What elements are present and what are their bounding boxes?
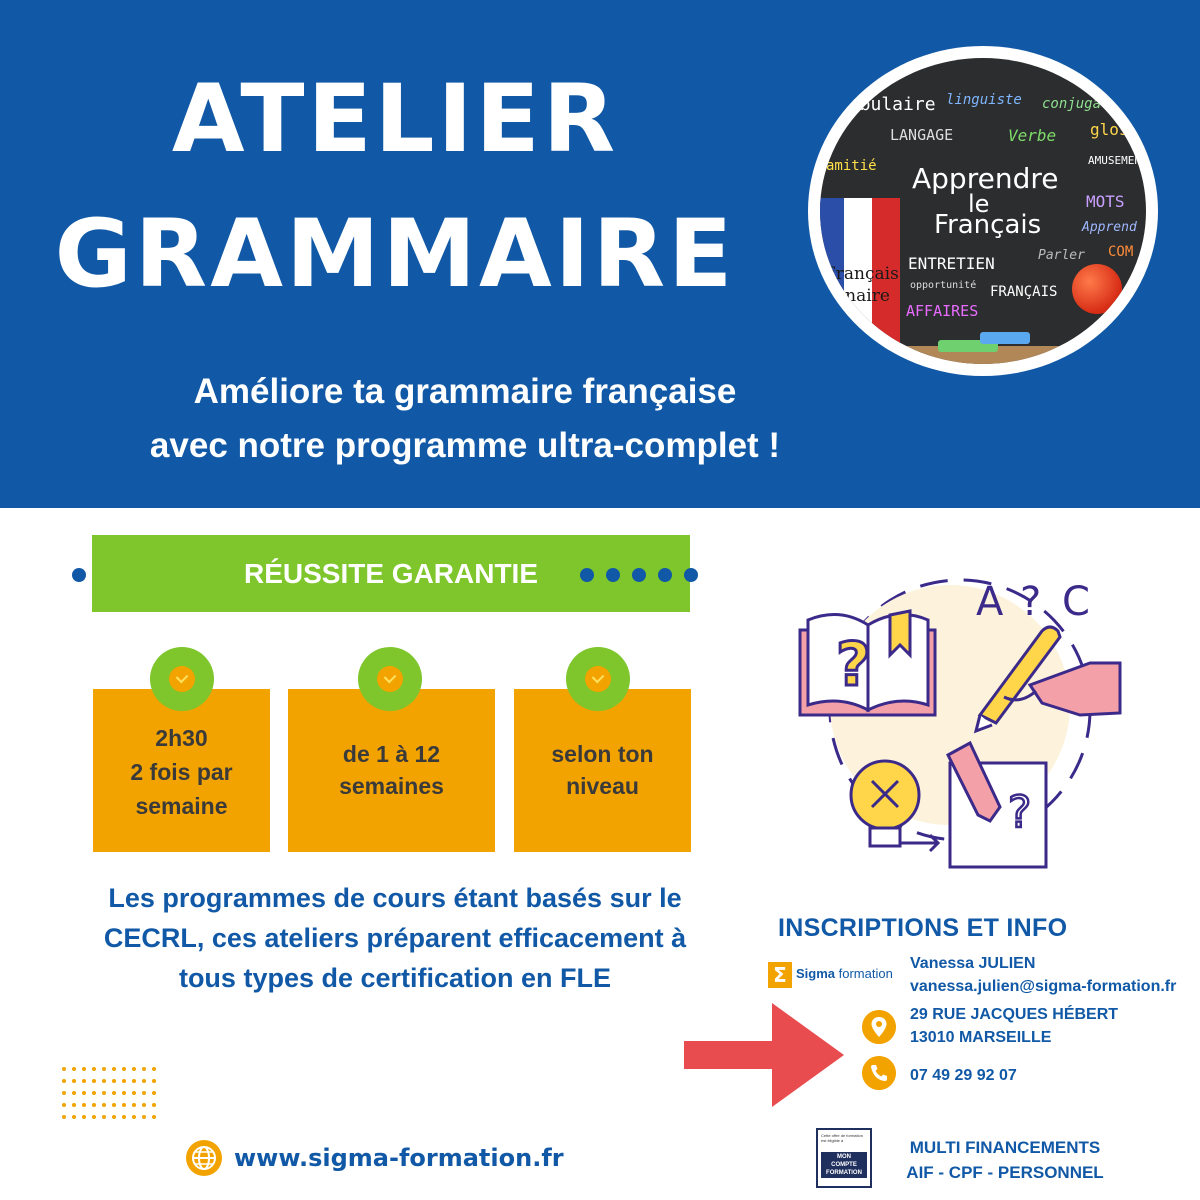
board-word: Apprendre — [912, 162, 1059, 195]
board-word: Verbe — [1008, 126, 1057, 145]
subtitle-line-1: Améliore ta grammaire française — [193, 372, 737, 411]
apple — [1072, 264, 1122, 314]
description-line: Les programmes de cours étant basés sur le — [108, 883, 682, 913]
title-line-2: GRAMMAIRE — [54, 200, 736, 309]
right-arrow-icon — [684, 1003, 844, 1107]
board-word: amitié — [826, 158, 877, 174]
sigma-logo-mark: Σ — [768, 962, 792, 988]
board-word: glos — [1090, 120, 1129, 139]
website-link[interactable]: www.sigma-formation.fr — [234, 1144, 564, 1172]
board-word: AFFAIRES — [906, 302, 979, 320]
decorative-dot-grid — [60, 1065, 160, 1125]
info-box-line: niveau — [566, 773, 639, 799]
board-word: cabulaire — [838, 94, 936, 115]
svg-text:?: ? — [1008, 787, 1032, 838]
info-box-line: semaine — [135, 793, 228, 819]
svg-text:C: C — [1062, 579, 1090, 625]
mcf-band-line: COMPTE — [831, 1162, 857, 1168]
mcf-eligibility-text: Cette offre de formation est éligible à — [821, 1133, 863, 1143]
success-tag-label: RÉUSSITE GARANTIE — [243, 558, 539, 589]
svg-text:?: ? — [1020, 579, 1042, 625]
sigma-logo-text — [796, 966, 893, 981]
title-line-1: ATELIER — [171, 65, 619, 174]
board-word: le — [968, 190, 990, 218]
board-word: COM — [1108, 244, 1134, 260]
book-cover-text — [824, 263, 899, 307]
phone-number[interactable]: 07 49 29 92 07 — [910, 1067, 1017, 1084]
description-line: CECRL, ces ateliers préparent efficacement à — [103, 923, 687, 953]
board-word: MOTS — [1086, 192, 1125, 211]
board-word: linguiste — [946, 92, 1022, 108]
dots-right — [580, 568, 710, 582]
programme-description — [40, 878, 750, 998]
info-box-weeks — [288, 689, 495, 852]
board-word: opportunité — [910, 280, 977, 291]
logo-suffix: formation — [838, 966, 893, 981]
contact-title: INSCRIPTIONS ET INFO — [778, 914, 1068, 942]
description-line: tous types de certification en FLE — [178, 963, 612, 993]
svg-text:?: ? — [836, 630, 871, 700]
info-box-line: 2h30 — [155, 725, 208, 751]
financing-options: AIF - CPF - PERSONNEL — [906, 1163, 1104, 1182]
check-circle-icon — [150, 647, 214, 711]
mcf-logo-band — [821, 1152, 867, 1178]
svg-text:A: A — [976, 579, 1004, 625]
mon-compte-formation-badge — [816, 1128, 872, 1188]
board-word: FRANÇAIS — [990, 284, 1058, 300]
info-box-line: de 1 à 12 — [342, 741, 441, 767]
info-box-line: semaines — [339, 773, 444, 799]
financing-title: MULTI FINANCEMENTS — [909, 1138, 1101, 1157]
info-box-level — [514, 689, 691, 852]
book-cover-line: onnaire — [824, 286, 890, 306]
contact-name: Vanessa JULIEN — [910, 955, 1036, 972]
learning-illustration — [780, 545, 1140, 875]
board-word: Parler — [1038, 248, 1085, 263]
board-word: AMUSEMEN — [1088, 154, 1141, 167]
info-box-duration — [93, 689, 270, 852]
board-word: Apprend — [1082, 220, 1137, 235]
book-cover-line: Français — [824, 264, 899, 284]
board-word: Français — [934, 210, 1042, 240]
board-word: conjuga — [1042, 96, 1102, 112]
check-circle-icon — [358, 647, 422, 711]
globe-icon — [186, 1140, 222, 1176]
note-pencil-icon — [948, 743, 1046, 867]
location-pin-icon — [862, 1010, 896, 1044]
contact-email[interactable]: vanessa.julien@sigma-formation.fr — [910, 978, 1177, 995]
check-circle-icon — [566, 647, 630, 711]
address-line-1: 29 RUE JACQUES HÉBERT — [910, 1006, 1119, 1023]
open-book-icon — [800, 611, 935, 715]
info-box-line: selon ton — [551, 741, 654, 767]
address-line-2: 13010 MARSEILLE — [910, 1029, 1052, 1046]
phone-icon — [862, 1056, 896, 1090]
header-banner — [0, 0, 1200, 508]
mcf-band-line: FORMATION — [826, 1170, 862, 1176]
chalk-blue — [980, 332, 1030, 344]
mcf-band-line: MON — [837, 1154, 851, 1160]
board-word: LANGAGE — [890, 126, 954, 144]
subtitle-line-2: avec notre programme ultra-complet ! — [149, 426, 781, 465]
chalkboard-photo — [808, 46, 1158, 376]
logo-name: Sigma — [796, 966, 836, 981]
sigma-logo — [768, 962, 893, 988]
board-word: ENTRETIEN — [908, 254, 995, 273]
info-box-line: 2 fois par — [130, 759, 233, 785]
